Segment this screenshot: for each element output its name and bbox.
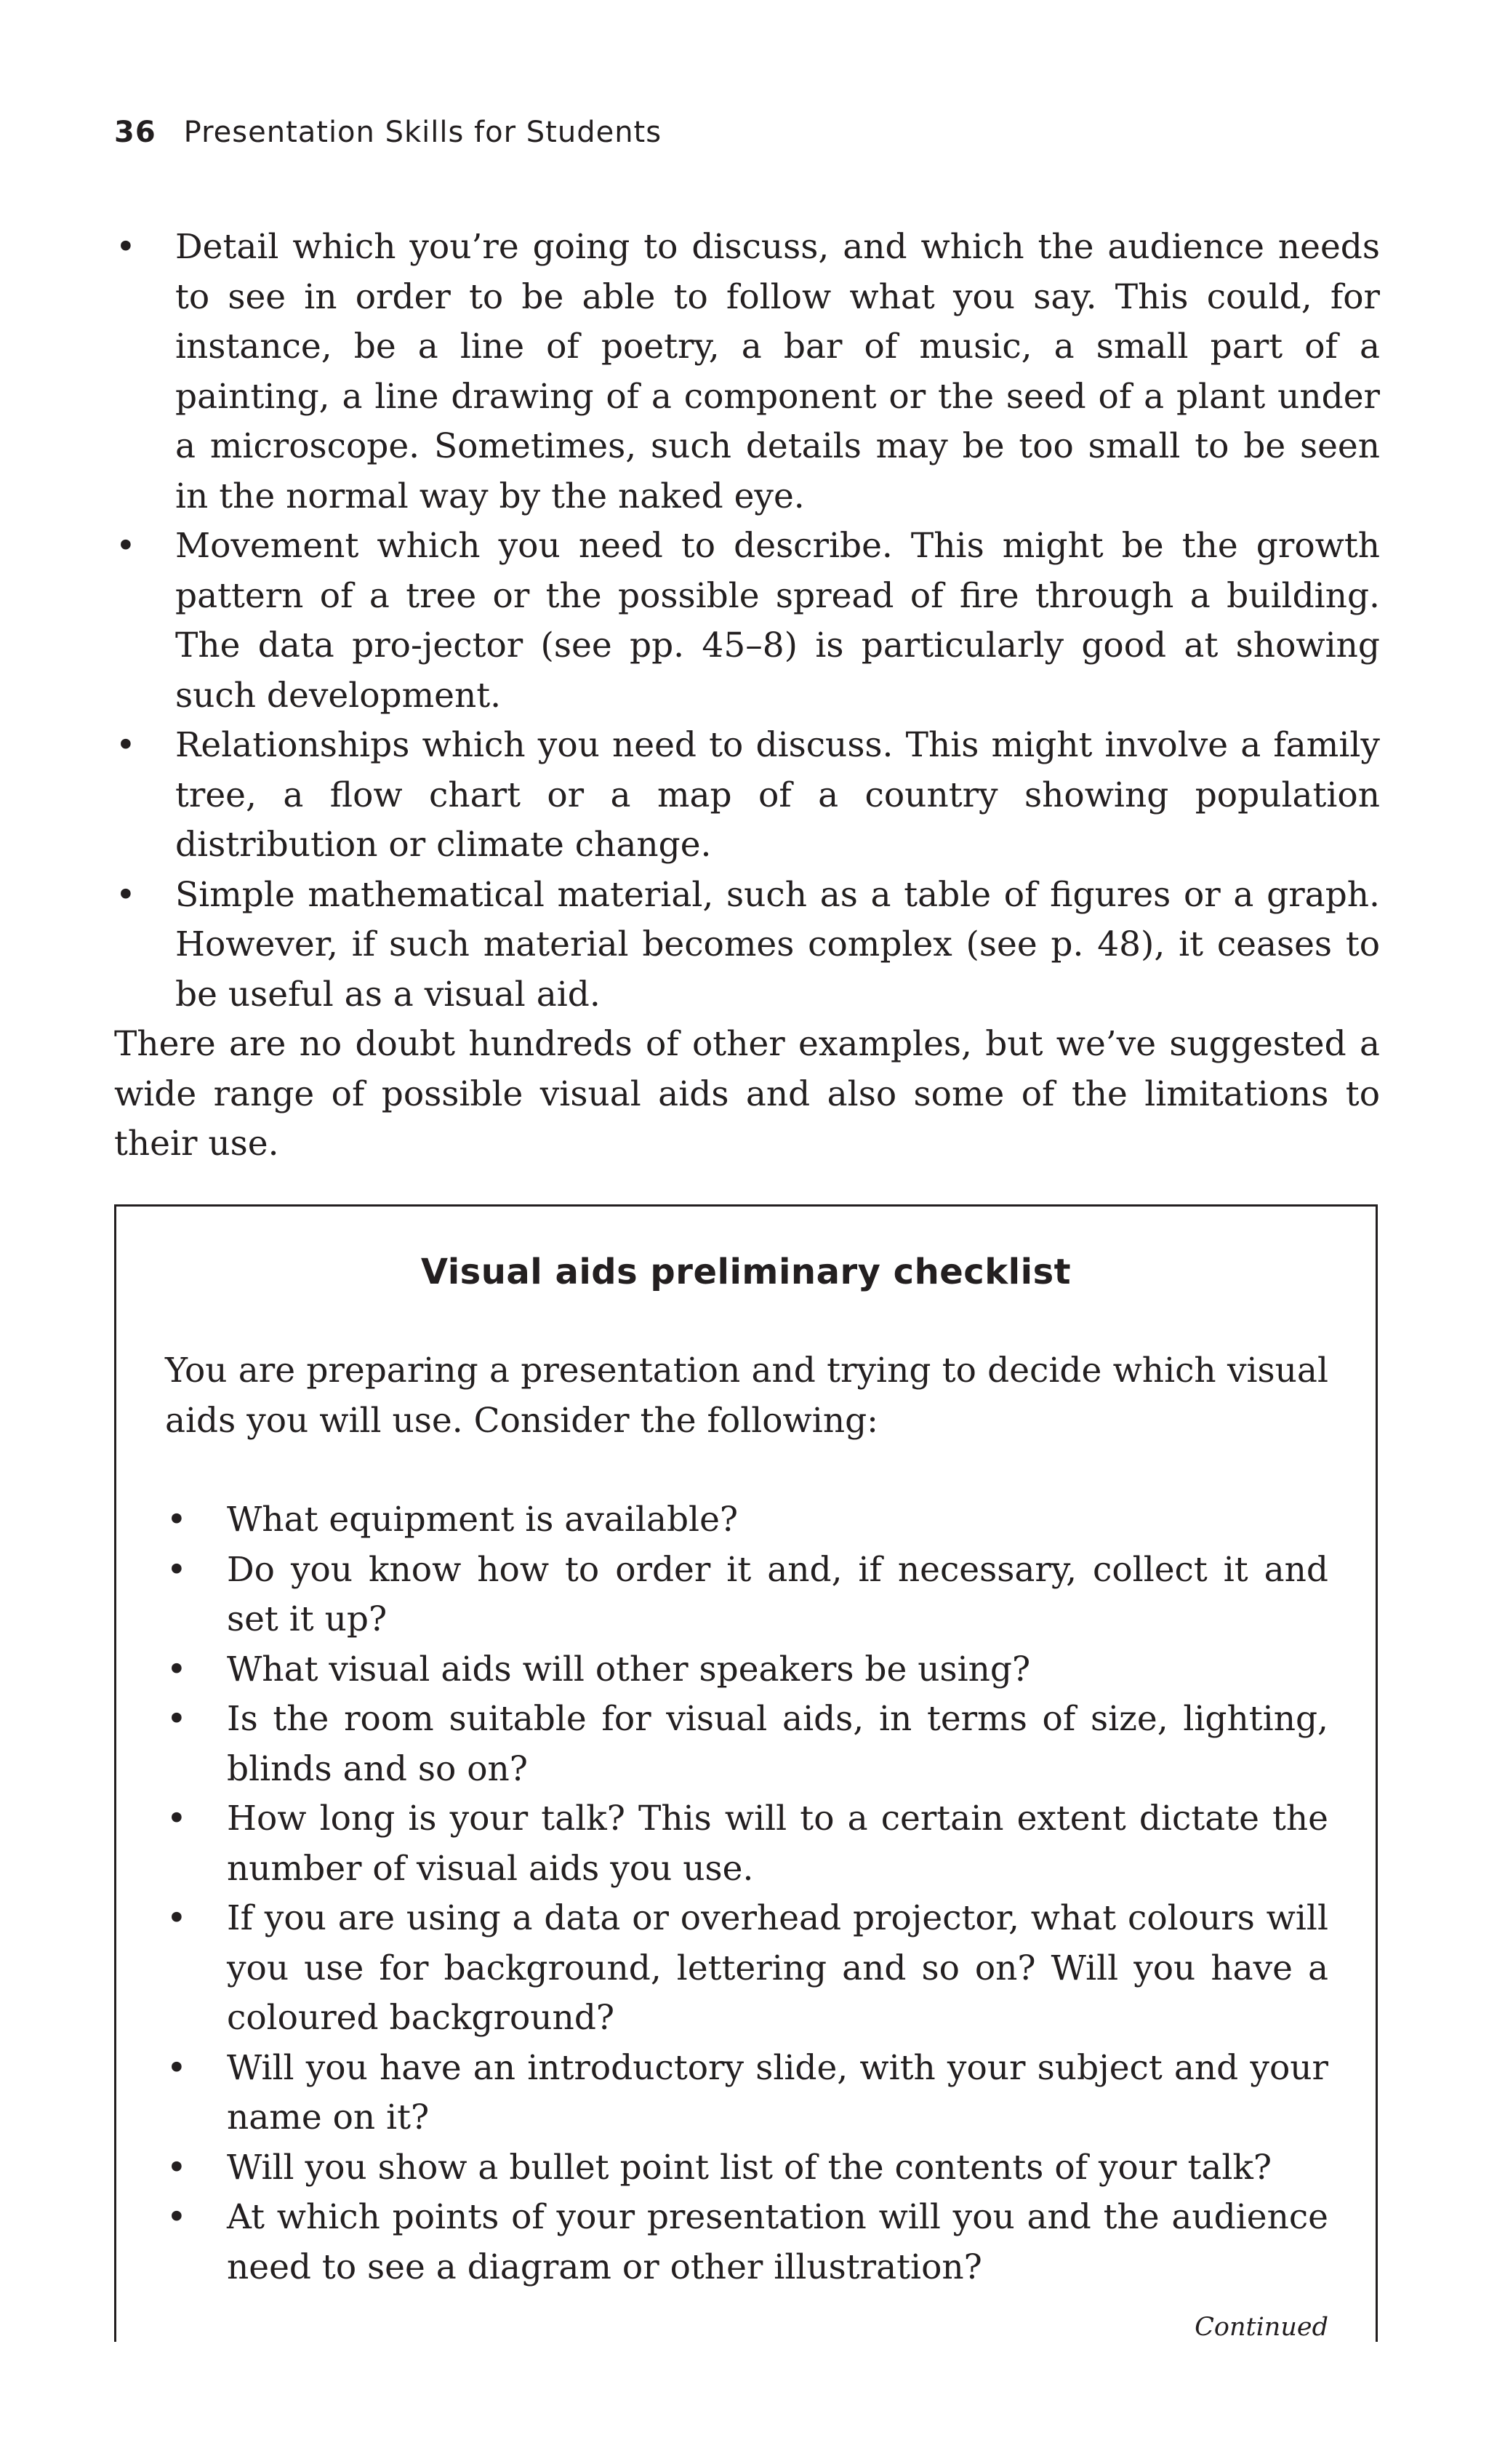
- list-item: [114, 871, 1380, 1020]
- checklist-item: [165, 1495, 1328, 1545]
- bullet-icon: •: [166, 2147, 187, 2188]
- summary-paragraph: There are no doubt hundreds of other examples, but we’ve suggested a wide range of possible visual aids and also some of the limitations to their use.: [114, 1024, 1380, 1164]
- list-item: [114, 521, 1380, 721]
- bullet-icon: •: [166, 1500, 187, 1540]
- list-item-text: Relationships which you need to discuss. This might involve a family tree, a flow chart or a map of a country showing population distribution or climate change.: [175, 725, 1380, 865]
- checklist-item: [165, 1695, 1328, 1794]
- bullet-icon: •: [166, 1649, 187, 1689]
- checklist-item-text: At which points of your presentation will you and the audience need to see a diagram or other illustration?: [227, 2197, 1328, 2287]
- checklist-item: [165, 1894, 1328, 2044]
- bullet-icon: •: [166, 1699, 187, 1739]
- checklist-item: [165, 2193, 1328, 2292]
- checklist-item-text: Will you have an introductory slide, with your subject and your name on it?: [227, 2047, 1328, 2137]
- checklist-box: [114, 1204, 1378, 2342]
- bullet-icon: •: [166, 2197, 187, 2237]
- checklist-item: [165, 2044, 1328, 2143]
- checklist-item-text: How long is your talk? This will to a certain extent dictate the number of visual aids you use.: [227, 1799, 1328, 1889]
- checklist-item-text: Is the room suitable for visual aids, in terms of size, lighting, blinds and so on?: [227, 1699, 1328, 1789]
- checklist-intro: You are preparing a presentation and trying to decide which visual aids you will use. Consider the following:: [165, 1351, 1328, 1441]
- checklist-item-text: Do you know how to order it and, if necessary, collect it and set it up?: [227, 1549, 1328, 1639]
- visual-aid-types-list: [114, 223, 1380, 1020]
- bullet-icon: •: [116, 227, 136, 267]
- running-head: [114, 109, 662, 156]
- checklist-item: [165, 2143, 1328, 2193]
- checklist-item-text: What equipment is available?: [227, 1500, 739, 1540]
- checklist-title: Visual aids preliminary checklist: [420, 1252, 1072, 1292]
- checklist-item: [165, 1645, 1328, 1695]
- list-item-text: Detail which you’re going to discuss, and which the audience needs to see in order to be able to follow what you say. This could, for instance, be a line of poetry, a bar of music, a small part of a painting, a line drawing of a component or the seed of a plant under a microscope. Sometimes, such details may be too small to be seen in the normal way by the naked eye.: [175, 227, 1380, 516]
- bullet-icon: •: [116, 725, 136, 765]
- bullet-icon: •: [166, 1799, 187, 1839]
- checklist-item-text: What visual aids will other speakers be using?: [227, 1649, 1031, 1689]
- list-item: [114, 721, 1380, 871]
- bullet-icon: •: [116, 874, 136, 915]
- checklist-item-text: If you are using a data or overhead projector, what colours will you use for background, lettering and so on? Will you have a coloured background?: [227, 1898, 1328, 2038]
- checklist-item: [165, 1545, 1328, 1645]
- book-title: Presentation Skills for Students: [183, 116, 662, 149]
- continued-label: Continued: [1195, 2313, 1328, 2342]
- list-item-text: Movement which you need to describe. This might be the growth pattern of a tree or the possible spread of fire through a building. The data pro-jector (see pp. 45–8) is particularly good at showing such development.: [175, 526, 1380, 716]
- checklist-items: [165, 1495, 1328, 2292]
- page-number: 36: [114, 116, 156, 149]
- bullet-icon: •: [116, 526, 136, 566]
- checklist-item: [165, 1794, 1328, 1894]
- bullet-icon: •: [166, 1549, 187, 1590]
- bullet-icon: •: [166, 1898, 187, 1938]
- bullet-icon: •: [166, 2047, 187, 2088]
- checklist-item-text: Will you show a bullet point list of the contents of your talk?: [227, 2147, 1272, 2188]
- list-item: [114, 223, 1380, 521]
- list-item-text: Simple mathematical material, such as a table of figures or a graph. However, if such material becomes complex (see p. 48), it ceases to be useful as a visual aid.: [175, 874, 1380, 1015]
